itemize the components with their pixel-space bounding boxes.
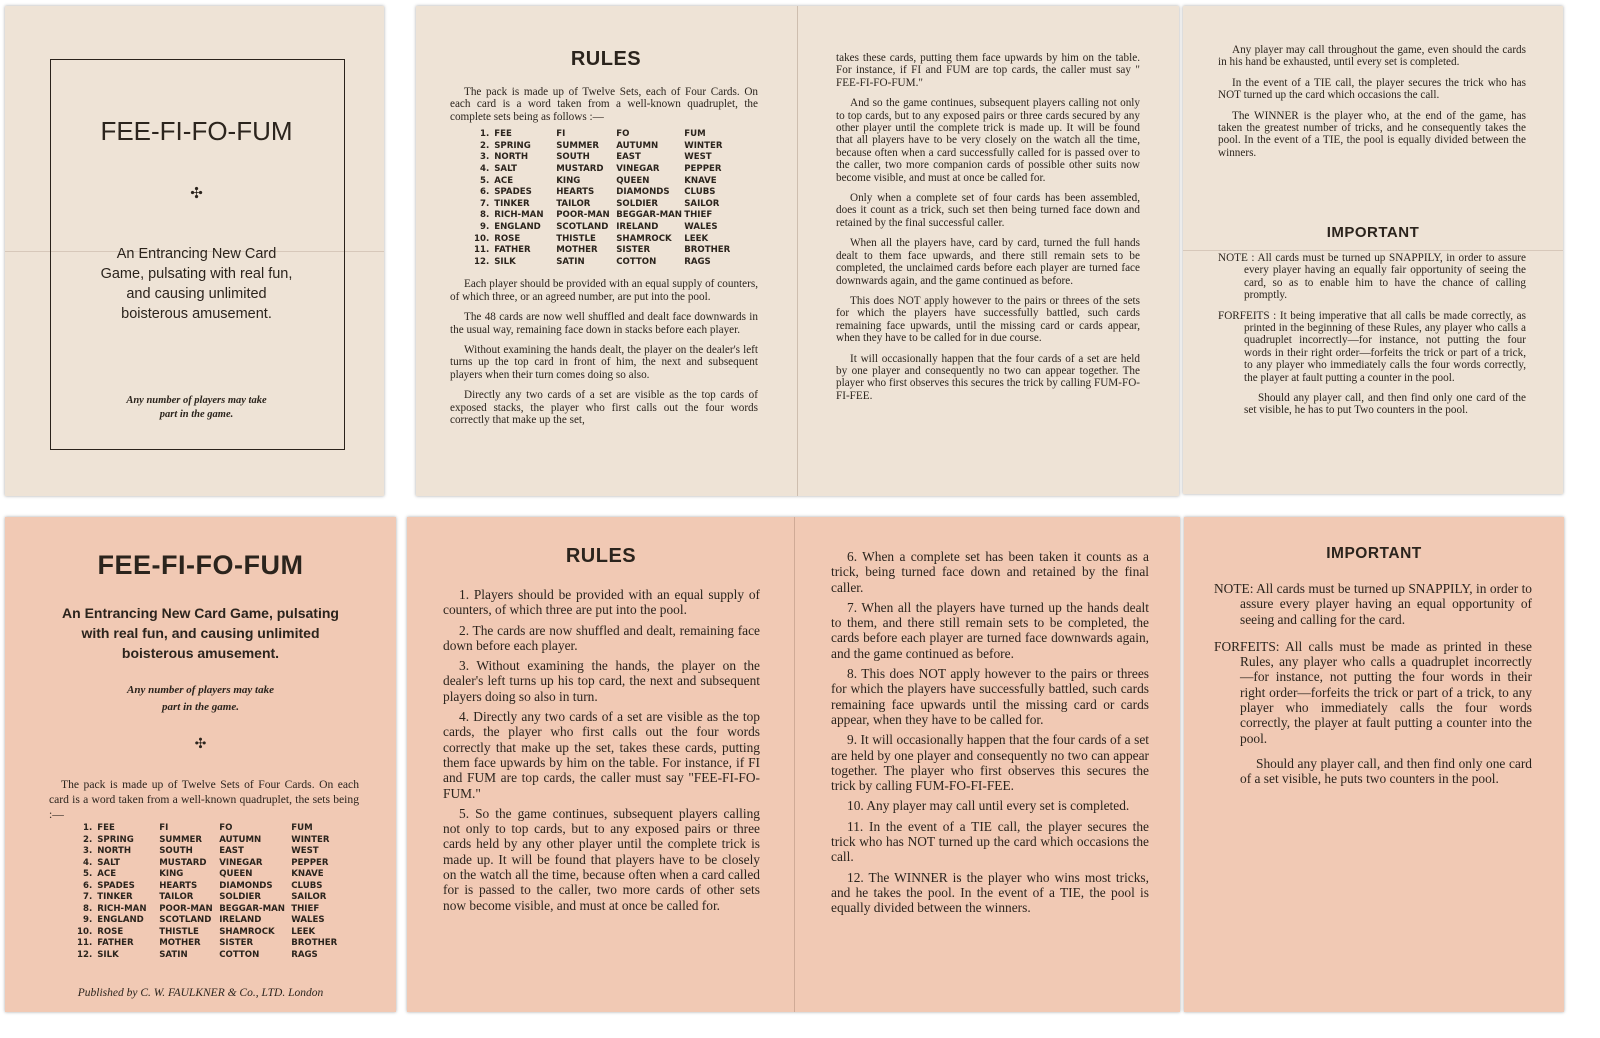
set-word: MOTHER: [159, 938, 201, 948]
cover-title: FEE-FI-FO-FUM: [100, 116, 293, 146]
set-number: 5.: [479, 175, 490, 186]
set-row: [77, 904, 341, 916]
set-word: SPADES: [494, 187, 532, 198]
set-word: ROSE: [97, 926, 124, 937]
rules-heading: RULES: [565, 545, 637, 567]
forfeits-para: FORFEITS : It being imperative that all calls be made correctly, as printed in the beginning of these Rules, any player who calls a quadruplet incorrectly—for instance, not putting the four words in their right order—forfeits the trick or part of a trick, to any player who immediately calls the four words correctly, the player at fault putting a counter in the pool.: [1218, 309, 1526, 384]
bottom-rules-panel: [407, 517, 1180, 1012]
set-number: 6.: [479, 187, 490, 198]
set-number: 12.: [77, 949, 93, 960]
set-word: NORTH: [97, 846, 132, 856]
important-column: [1214, 581, 1532, 792]
set-word: FI: [556, 129, 566, 140]
set-number: 1.: [479, 129, 490, 140]
set-number: 8.: [82, 903, 93, 914]
set-row: [77, 950, 341, 962]
set-row: [474, 234, 734, 246]
set-row: [77, 846, 341, 858]
set-word: SAILOR: [291, 892, 327, 902]
set-word: QUEEN: [616, 175, 650, 186]
set-word: SUMMER: [159, 834, 202, 845]
closing-para: Should any player call, and then find only one card of a set visible, he puts two counters in the pool.: [1240, 755, 1532, 787]
set-word: LEEK: [291, 926, 316, 937]
set-word: FUM: [291, 823, 313, 833]
set-number: 7.: [82, 892, 93, 902]
set-number: 6.: [82, 880, 93, 891]
set-word: SPRING: [494, 140, 531, 151]
set-word: THIEF: [291, 903, 320, 914]
set-word: ENGLAND: [494, 221, 541, 232]
ornament-icon: ✣: [194, 736, 207, 752]
set-row: [474, 245, 734, 257]
important-column: [1218, 252, 1526, 425]
rule-item: 11. In the event of a TIE call, the player secures the trick who has NOT turned up the card which occasions the call.: [831, 818, 1149, 865]
back-para: In the event of a TIE call, the player secures the trick who has NOT turned up the card which occasions the call.: [1218, 76, 1526, 102]
set-word: CLUBS: [684, 187, 716, 198]
set-word: EAST: [616, 152, 641, 163]
set-word: ACE: [494, 175, 514, 186]
top-rules-panel: [416, 6, 1179, 496]
set-word: VINEGAR: [616, 164, 660, 174]
set-word: SCOTLAND: [159, 915, 212, 925]
set-number: 4.: [82, 857, 93, 868]
set-word: SOLDIER: [219, 892, 262, 902]
rules-heading: RULES: [570, 48, 642, 70]
set-number: 4.: [479, 164, 490, 174]
set-word: TINKER: [494, 198, 530, 209]
set-number: 5.: [82, 869, 93, 879]
set-word: SCOTLAND: [556, 221, 609, 232]
rules-para: It will occasionally happen that the four cards of a set are held by one player and consequently no two can appear together. The player who first observes this secures the trick by calling FUM-FO-FI-FEE.: [836, 352, 1140, 402]
rules-para: And so the game continues, subsequent players calling not only to top cards, but to any exposed pairs or three cards secured by any other player until the complete trick is made up. It will be found that all players have to be very closely on the watch all the time, because often when a card successfully called for is passed over to the caller, two more companion cards of possible other suits now become visible, and must at once be called for.: [836, 97, 1140, 184]
ornament-icon: ✣: [190, 184, 203, 202]
rule-item: 8. This does NOT apply however to the pairs or threes for which the players have successfully battled, such cards remaining face upwards until the missing card or cards appear, when they have to be called for.: [831, 666, 1149, 727]
set-word: WINTER: [291, 834, 330, 845]
back-para: Any player may call throughout the game, even should the cards in his hand be exhausted, until every set is completed.: [1218, 44, 1526, 69]
set-word: WALES: [291, 915, 325, 925]
top-cover-panel: [5, 6, 384, 496]
set-word: AUTUMN: [616, 140, 659, 151]
cover-title: FEE-FI-FO-FUM: [97, 550, 304, 580]
set-word: BROTHER: [291, 938, 338, 948]
set-row: [474, 129, 734, 141]
set-word: SUMMER: [556, 140, 599, 151]
set-word: RICH-MAN: [494, 210, 544, 221]
set-row: [77, 869, 341, 881]
important-heading: IMPORTANT: [1326, 545, 1422, 562]
cover-intro: The pack is made up of Twelve Sets of Four Cards. On each card is a word taken from a well-known quadruplet, the sets being :—: [49, 778, 359, 821]
set-row: [474, 210, 734, 222]
set-word: ROSE: [494, 233, 521, 244]
set-word: FATHER: [97, 938, 134, 948]
set-word: LEEK: [684, 233, 709, 244]
cover-players-note: Any number of players may take part in the game.: [126, 395, 267, 420]
set-word: SOLDIER: [616, 198, 659, 209]
set-word: BEGGAR-MAN: [616, 210, 682, 221]
rules-para: The 48 cards are now well shuffled and dealt face downwards in the usual way, remaining face down in stacks before each player.: [450, 311, 758, 336]
rule-item: 3. Without examining the hands, the player on the dealer's left turns up his top card, the next and subsequent players doing so also in turn.: [443, 658, 760, 704]
set-word: TAILOR: [159, 892, 194, 902]
set-word: POOR-MAN: [556, 210, 610, 221]
set-word: ACE: [97, 869, 117, 879]
set-row: [77, 938, 341, 950]
set-word: CLUBS: [291, 880, 323, 891]
set-word: SHAMROCK: [219, 926, 275, 937]
rules-right-column: [831, 549, 1149, 921]
set-word: WEST: [684, 152, 712, 163]
rule-item: 10. Any player may call until every set is completed.: [847, 798, 1130, 814]
set-word: SPRING: [97, 834, 134, 845]
set-number: 2.: [82, 834, 93, 845]
rules-para: Without examining the hands dealt, the player on the dealer's left turns up the top card in front of him, the next and subsequent players when their turn comes doing so also.: [450, 343, 758, 381]
set-row: [474, 164, 734, 176]
set-word: MUSTARD: [556, 164, 604, 174]
set-row: [474, 187, 734, 199]
set-number: 10.: [474, 233, 490, 244]
rule-item: 12. The WINNER is the player who wins most tricks, and he takes the pool. In the event of a TIE, the pool is equally divided between the winners.: [831, 869, 1149, 916]
top-back-panel: [1183, 6, 1563, 494]
set-word: RAGS: [684, 256, 711, 267]
set-word: SOUTH: [159, 846, 193, 856]
rule-item: 9. It will occasionally happen that the four cards of a set are held by one player and consequently no two can appear together. The player who first observes this secures the trick by calling FUM-FO-FI-FEE.: [831, 732, 1149, 794]
set-word: NORTH: [494, 152, 529, 163]
set-word: TAILOR: [556, 198, 591, 209]
set-word: RICH-MAN: [97, 903, 147, 914]
set-row: [77, 927, 341, 939]
cover-tagline: An Entrancing New Card Game, pulsating with real fun, and causing unlimited boisterous amusement.: [100, 246, 293, 322]
set-word: WEST: [291, 846, 319, 856]
set-word: SATIN: [159, 949, 188, 960]
set-word: THISTLE: [556, 233, 596, 244]
set-word: FI: [159, 823, 169, 833]
set-word: SILK: [494, 256, 516, 267]
set-word: SPADES: [97, 880, 135, 891]
back-para: The WINNER is the player who, at the end of the game, has taken the greatest number of tricks, and he consequently takes the pool. In the event of a TIE, the pool is equally divided between the winners.: [1218, 109, 1526, 159]
rules-left-column: [443, 587, 760, 918]
set-word: PEPPER: [291, 857, 329, 868]
rules-para: Directly any two cards of a set are visible as the top cards of exposed stacks, the player who first calls out the four words correctly that make up the set,: [450, 389, 758, 426]
set-word: SOUTH: [556, 152, 590, 163]
note-para: NOTE: All cards must be turned up SNAPPILY, in order to assure every player having an equal opportunity of seeing and calling for the card.: [1214, 581, 1532, 627]
sets-table: [77, 823, 341, 961]
set-word: AUTUMN: [219, 834, 262, 845]
set-word: FATHER: [494, 245, 531, 256]
bottom-cover-panel: [5, 517, 396, 1012]
set-row: [77, 892, 341, 904]
set-row: [474, 257, 734, 269]
set-row: [77, 915, 341, 927]
rules-para: This does NOT apply however to the pairs or threes of the sets for which the players have successfully battled, such cards remaining face upwards, until the missing card or cards appear, when they have to be called for in due course.: [836, 294, 1140, 345]
set-row: [77, 858, 341, 870]
set-word: DIAMONDS: [616, 187, 670, 198]
set-word: RAGS: [291, 949, 318, 960]
set-word: SATIN: [556, 256, 585, 267]
set-word: SALT: [494, 164, 517, 174]
set-word: WALES: [684, 221, 718, 232]
note-para: NOTE : All cards must be turned up SNAPPILY, in order to assure every player having an equally fair opportunity of seeing the card, so as to enable him to have the chance of calling promptly.: [1218, 252, 1526, 302]
set-word: EAST: [219, 846, 244, 856]
rules-para: takes these cards, putting them face upwards by him on the table. For instance, if FI and FUM are top cards, the caller must say " FEE-FI-FO-FUM.": [836, 52, 1140, 89]
set-word: BROTHER: [684, 245, 731, 256]
forfeits-para: FORFEITS: All calls must be made as printed in these Rules, any player who calls a quadruplet incorrectly—for instance, not putting the four words in their right order—forfeits the trick or part of a trick, to any player who immediately calls the four words correctly, the player at fault putting a counter into the pool.: [1214, 638, 1532, 746]
set-row: [474, 152, 734, 164]
set-row: [474, 141, 734, 153]
cover-players-note: Any number of players may take part in the game.: [127, 684, 274, 713]
back-column: [1218, 44, 1526, 167]
publisher-line: Published by C. W. FAULKNER & Co., LTD. London: [77, 987, 324, 999]
set-number: 2.: [479, 140, 490, 151]
set-word: COTTON: [616, 256, 657, 267]
set-word: FUM: [684, 129, 706, 140]
set-word: SISTER: [219, 938, 254, 948]
set-row: [77, 881, 341, 893]
rules-intro: The pack is made up of Twelve Sets, each of Four Cards. On each card is a word taken from a well-known quadruplet, the complete sets being as follows :—: [450, 86, 758, 123]
set-word: SISTER: [616, 245, 651, 256]
set-number: 1.: [82, 823, 93, 833]
important-heading: IMPORTANT: [1326, 224, 1420, 241]
set-word: THISTLE: [159, 926, 199, 937]
rules-para: Each player should be provided with an equal supply of counters, of which three, or an agreed number, are put into the pool.: [450, 278, 758, 303]
set-word: FO: [219, 823, 233, 833]
set-word: PEPPER: [684, 164, 722, 174]
set-word: FO: [616, 129, 630, 140]
set-number: 7.: [479, 198, 490, 209]
set-word: TINKER: [97, 892, 133, 902]
set-word: BEGGAR-MAN: [219, 903, 285, 914]
set-word: IRELAND: [219, 915, 262, 925]
set-word: FEE: [494, 129, 512, 140]
rules-right-column: [836, 52, 1140, 410]
set-number: 8.: [479, 210, 490, 221]
set-number: 3.: [82, 846, 93, 856]
set-word: KNAVE: [291, 869, 324, 879]
set-number: 3.: [479, 152, 490, 163]
set-number: 12.: [474, 256, 490, 267]
rule-item: 4. Directly any two cards of a set are visible as the top cards, the player who first calls out the four words correctly that make up the set, takes these cards, putting them face upwards by him on the table. For instance, if FI and FUM are top cards, the caller must say "FEE-FI-FO-FUM.": [443, 709, 760, 801]
set-number: 11.: [77, 938, 93, 948]
sets-table: [474, 129, 734, 268]
set-word: POOR-MAN: [159, 903, 213, 914]
set-word: QUEEN: [219, 869, 253, 879]
set-word: SHAMROCK: [616, 233, 672, 244]
rule-item: 6. When a complete set has been taken it counts as a trick, being turned face down and retained by the final caller.: [831, 549, 1149, 595]
set-word: FEE: [97, 823, 115, 833]
set-word: DIAMONDS: [219, 880, 273, 891]
closing-para: Should any player call, and then find only one card of the set visible, he has to put Two counters in the pool.: [1244, 392, 1526, 417]
set-row: [77, 835, 341, 847]
set-word: KNAVE: [684, 175, 717, 186]
set-word: KING: [556, 175, 581, 186]
rule-item: 2. The cards are now shuffled and dealt, remaining face down before each player.: [443, 622, 760, 653]
set-word: MUSTARD: [159, 857, 207, 868]
set-word: HEARTS: [159, 880, 198, 891]
set-word: THIEF: [684, 210, 713, 221]
set-word: SILK: [97, 949, 119, 960]
set-number: 10.: [77, 926, 93, 937]
set-word: VINEGAR: [219, 857, 263, 868]
set-word: HEARTS: [556, 187, 595, 198]
set-word: ENGLAND: [97, 915, 144, 925]
bottom-back-panel: [1184, 517, 1564, 1012]
set-word: WINTER: [684, 140, 723, 151]
cover-tagline: An Entrancing New Card Game, pulsating with real fun, and causing unlimited boisterous amusement.: [62, 605, 339, 661]
set-row: [474, 199, 734, 211]
set-row: [474, 176, 734, 188]
set-number: 11.: [474, 245, 490, 256]
set-row: [77, 823, 341, 835]
set-row: [474, 222, 734, 234]
set-number: 9.: [479, 221, 490, 232]
set-word: SALT: [97, 857, 120, 868]
rules-para: When all the players have, card by card, turned the full hands dealt to them face upwards, and there still remain sets to be completed, the unclaimed cards before each player are turned face downwards again, and the game continued as before.: [836, 237, 1140, 287]
rules-para: Only when a complete set of four cards has been assembled, does it count as a trick, such set then being turned face down and retained by the final successful caller.: [836, 192, 1140, 229]
set-word: SAILOR: [684, 198, 720, 209]
set-word: MOTHER: [556, 245, 598, 256]
rule-item: 7. When all the players have turned up the hands dealt to them, and there still remain sets to be completed, the cards before each player are turned face downwards again, and the game continued as before.: [831, 599, 1149, 661]
set-word: KING: [159, 869, 184, 879]
set-number: 9.: [82, 915, 93, 925]
rule-item: 5. So the game continues, subsequent players calling not only to top cards, but to any exposed pairs or three cards held by any other player until the complete trick is made up. It will be found that players have to be closely on the watch all the time, because often when a card called for is passed to the caller, two more cards of other sets now become visible, and must at once be called for.: [443, 805, 760, 913]
set-word: COTTON: [219, 949, 260, 960]
set-word: IRELAND: [616, 221, 659, 232]
rules-left-column: [450, 86, 758, 434]
rule-item: 1. Players should be provided with an equal supply of counters, of which three are put into the pool.: [443, 587, 760, 618]
